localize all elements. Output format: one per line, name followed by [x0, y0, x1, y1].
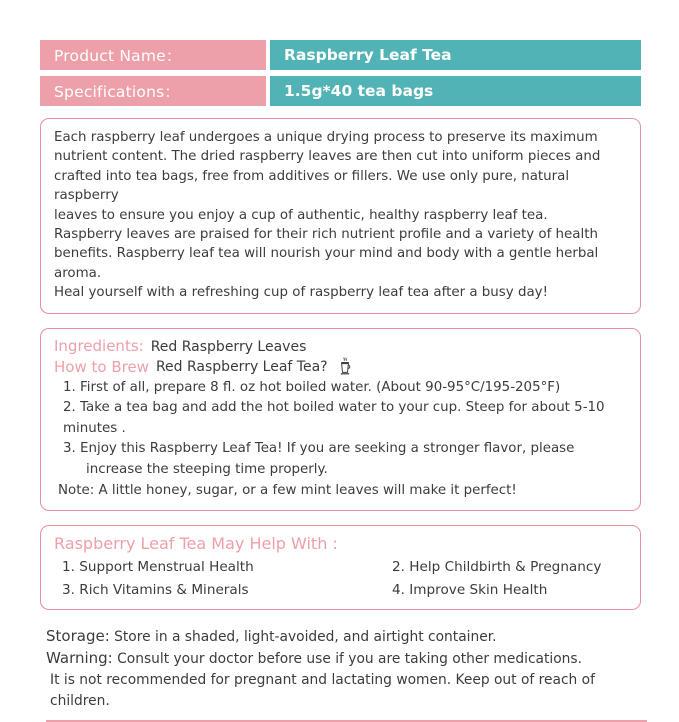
benefits-grid [54, 557, 628, 600]
description-line: Raspberry leaves are praised for their rich nutrient profile and a variety of health [54, 227, 598, 243]
benefits-box [40, 525, 641, 610]
warning-value: Consult your doctor before use if you are taking other medications. [117, 651, 582, 668]
description-box [40, 118, 641, 314]
ingredients-value: Red Raspberry Leaves [150, 338, 307, 355]
benefit-item: 3. Rich Vitamins & Minerals [62, 582, 249, 599]
product-name-label: Product Name： [40, 40, 266, 70]
how-to-brew-value: Red Raspberry Leaf Tea? [155, 358, 328, 375]
warning-extra: It is not recommended for pregnant and lactating women. Keep out of reach of children. [50, 672, 595, 710]
tea-cup-icon [339, 357, 351, 379]
description-line: Each raspberry leaf undergoes a unique drying process to preserve its maximum [54, 130, 598, 145]
warning-line [46, 648, 641, 670]
product-name-value: Raspberry Leaf Tea [270, 40, 641, 70]
product-name-row [40, 40, 641, 70]
brew-step: 3. Enjoy this Raspberry Leaf Tea! If you are seeking a stronger flavor, please [63, 441, 575, 457]
benefit-item: 1. Support Menstrual Health [62, 559, 254, 576]
benefit-item: 2. Help Childbirth & Pregnancy [392, 559, 602, 576]
description-line: crafted into tea bags, free from additives or fillers. We use only pure, natural raspberry [54, 168, 570, 204]
description-line: nutrient content. The dried raspberry leaves are then cut into uniform pieces and [54, 149, 601, 165]
brew-step-continuation: increase the steeping time properly. [86, 461, 328, 477]
brew-step: 1. First of all, prepare 8 fl. oz hot boiled water. (About 90-95°C/195-205°F) [63, 379, 561, 395]
description-line: Heal yourself with a refreshing cup of raspberry leaf tea after a busy day! [54, 285, 548, 301]
warning-label: Warning: [46, 649, 113, 668]
storage-value: Store in a shaded, light-avoided, and airtight container. [114, 629, 497, 646]
specifications-value: 1.5g*40 tea bags [270, 76, 641, 106]
storage-line [46, 626, 641, 648]
how-to-brew-row [54, 356, 628, 378]
brewing-box [40, 328, 641, 512]
ingredients-row [54, 337, 628, 355]
how-to-brew-label: How to Brew [54, 357, 149, 376]
ingredients-label: Ingredients: [54, 336, 144, 355]
description-line: benefits. Raspberry leaf tea will nourish your mind and body with a gentle herbal aroma. [54, 246, 599, 281]
storage-label: Storage: [46, 627, 110, 646]
brew-note: Note: A little honey, sugar, or a few mint leaves will make it perfect! [58, 483, 517, 499]
description-line: leaves to ensure you enjoy a cup of authentic, healthy raspberry leaf tea. [54, 207, 548, 223]
benefits-title: Raspberry Leaf Tea May Help With : [54, 534, 338, 554]
footer-section [40, 626, 641, 722]
benefit-item: 4. Improve Skin Health [392, 582, 548, 599]
specifications-row [40, 76, 641, 106]
specifications-label: Specifications： [40, 76, 266, 106]
brew-step: 2. Take a tea bag and add the hot boiled water to your cup. Steep for about 5-10 minutes . [63, 400, 605, 436]
